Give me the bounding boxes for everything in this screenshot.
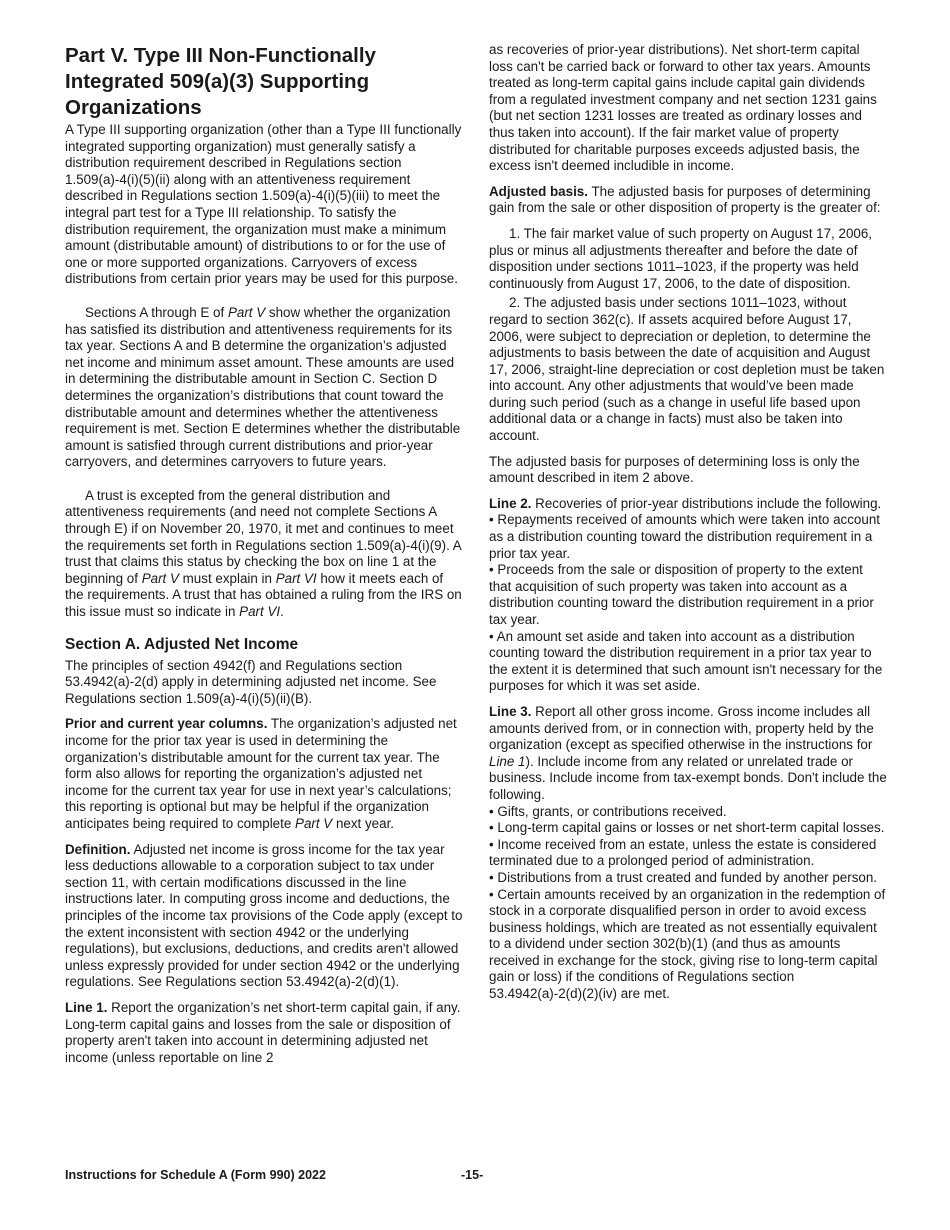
paragraph-lead: Adjusted basis.: [489, 183, 588, 199]
list-item: • Long-term capital gains or losses or net short-term capital losses.: [489, 820, 885, 836]
paragraph-lead: Prior and current year columns.: [65, 716, 268, 732]
adjusted-basis-item-2: 2. The adjusted basis under sections 1011–1023, without regard to section 362(c). If assets acquired before August 17, 2006, were subject to depreciation or depletion, to determine the adjustments to basis between the date of acquisition and August 17, 2006, straight-line depreciation or cost depletion must be taken into account. Any other adjustments that would’ve been made during such period (such as a change in useful life based upon additional data or a change in facts) must also be taken into account.: [489, 295, 885, 444]
part-reference: Part VI: [239, 604, 281, 620]
part-reference: Part V: [141, 570, 179, 586]
line-2-bullet-list: [489, 512, 887, 695]
list-item: • Gifts, grants, or contributions received.: [489, 803, 727, 819]
text-run: A trust is excepted from the general distribution and attentiveness requirements (and need not complete Sections A through E) if on November 20, 1970, it met and continues to meet the requirements set forth in Regulations section 1.509(a)-4(i)(9). A trust that claims this status by checking the box on line 1 at the beginning of: [65, 487, 461, 586]
section-a-title: Section A. Adjusted Net Income: [65, 635, 299, 653]
paragraph-lead: Definition.: [65, 841, 131, 857]
section-a-paragraph: The principles of section 4942(f) and Regulations section 53.4942(a)-2(d) apply in determining adjusted net income. See Regulations section 1.509(a)-4(i)(5)(ii)(B).: [65, 657, 437, 706]
definition-paragraph: [65, 842, 463, 991]
part-title: Part V. Type III Non-Functionally Integrated 509(a)(3) Supporting Organizations: [65, 44, 376, 119]
paragraph-lead: Line 3.: [489, 703, 532, 719]
intro-paragraph-3: [65, 488, 463, 621]
paragraph-lead: Line 1.: [65, 999, 108, 1015]
intro-paragraph-2: [65, 305, 463, 471]
text-run: must explain in: [178, 570, 276, 586]
adjusted-basis-item-1: 1. The fair market value of such property on August 17, 2006, plus or minus all adjustments thereafter and before the date of disposition under sections 1011–1023, if the property was held continuously from August 17, 2006, to the date of disposition.: [489, 225, 873, 291]
list-item: • An amount set aside and taken into account as a distribution counting toward the distribution requirement in a prior tax year to the extent it is determined that such amount isn't necessary for the purposes for which it was set aside.: [489, 628, 883, 694]
text-run: Report all other gross income. Gross income includes all amounts derived from, or in connection with, property held by the organization (except as specified otherwise in the instructions for: [489, 703, 874, 753]
page-number: -15-: [461, 1168, 484, 1182]
text-run: ). Include income from any related or unrelated trade or business. Include income from tax-exempt bonds. Don't include the following.: [489, 753, 887, 802]
line-3-paragraph: [489, 704, 887, 804]
intro-paragraph-1: A Type III supporting organization (other than a Type III functionally integrated supporting organization) must generally satisfy a distribution requirement described in Regulations section 1.509(a)-4(i)(5)(ii) along with an attentiveness requirement described in Regulations section 1.509(a)-4(i)(5)(iii) to meet the integral part test for a Type III relationship. To satisfy the distribution requirement, the organization must make a minimum amount (distributable amount) of distributions to or for the use of one or more supported organizations. Carryovers of excess distributions from certain prior years may be used for this purpose.: [65, 122, 462, 287]
prior-current-columns-paragraph: [65, 716, 463, 832]
left-column: [65, 42, 463, 1075]
list-item: • Proceeds from the sale or disposition of property to the extent that acquisition of such property was taken into account as a distribution counting toward the distribution requirement in a prior tax year.: [489, 562, 874, 627]
text-run: The adjusted basis for purposes of determining gain from the sale or other disposition of property is the greater of:: [489, 183, 881, 216]
part-reference: Part V: [295, 815, 333, 831]
right-column: [489, 42, 887, 1012]
text-run: Adjusted net income is gross income for the tax year less deductions allowable to a corporation subject to tax under section 11, with certain modifications discussed in the line instructions later. In computing gross income and deductions, the principles of the income tax provisions of the Code apply (except to the extent inconsistent with section 4942 or the underlying regulations), but exclusions, deductions, and credits aren't allowed unless expressly provided for under section 4942 or the underlying regulations. See Regulations section 53.4942(a)-2(d)(1).: [65, 841, 463, 990]
text-run: Sections A through E of: [85, 304, 228, 320]
paragraph-lead: Line 2.: [489, 495, 532, 511]
footer-title: Instructions for Schedule A (Form 990) 2022: [65, 1168, 326, 1182]
text-run: Report the organization’s net short-term capital gain, if any. Long-term capital gains and losses from the sale or disposition of property aren't taken into account in determining adjusted net income (unless reportable on line 2: [65, 999, 461, 1065]
list-item: • Distributions from a trust created and funded by another person.: [489, 869, 878, 885]
line-3-bullet-list: [489, 804, 887, 1003]
adjusted-basis-paragraph: [489, 184, 887, 217]
list-item: • Income received from an estate, unless the estate is considered terminated due to a prolonged period of administration.: [489, 836, 877, 869]
line-reference: Line 1: [489, 753, 526, 769]
text-run: The organization’s adjusted net income for the prior tax year is used in determining the organization’s distributable amount for the current tax year. The form also allows for reporting the organization’s adjusted net income for the current tax year for use in next year’s calculations; this reporting is optional but may be helpful if the organization anticipates being required to complete: [65, 716, 457, 831]
text-run: show whether the organization has satisfied its distribution and attentiveness requirements for its tax year. Sections A and B determine the organization’s adjusted net income and minimum asset amount. These amounts are used in determining the distributable amount in Section C. Section D determines the organization’s distributions that count toward the distributable amount and determines whether the attentiveness requirement is met. Section E determines whether the distributable amount is satisfied through current distributions and prior-year carryovers, and determines carryovers to future years.: [65, 304, 461, 470]
line-2-paragraph: [489, 496, 887, 513]
list-item: • Repayments received of amounts which were taken into account as a distribution counting toward the distribution requirement in a prior tax year.: [489, 512, 880, 561]
part-reference: Part V: [227, 304, 266, 320]
loss-basis-paragraph: The adjusted basis for purposes of determining loss is only the amount described in item 2 above.: [489, 453, 860, 486]
part-reference: Part VI: [275, 570, 317, 586]
continuation-paragraph: as recoveries of prior-year distributions). Net short-term capital loss can't be carried back or forward to other tax years. Amounts treated as long-term capital gains include capital gain dividends from a regulated investment company and net section 1231 gains (but net section 1231 losses are treated as ordinary losses and thus taken into account). If the fair market value of property distributed for charitable purposes exceeds adjusted basis, the excess isn't deemed includible in income.: [489, 42, 877, 174]
line-1-paragraph: [65, 1000, 463, 1066]
text-run: .: [280, 604, 284, 620]
text-run: how it meets each of the requirements. A trust that has obtained a ruling from the IRS on this issue must so indicate in: [65, 570, 462, 620]
text-run: Recoveries of prior-year distributions include the following.: [531, 495, 882, 511]
text-run: next year.: [332, 815, 395, 831]
list-item: • Certain amounts received by an organization in the redemption of stock in a corporate disqualified person in order to avoid excess business holdings, which are treated as not essentially equivalent to a dividend under section 302(b)(1) (and thus as amounts received in exchange for the stock, giving rise to long-term capital gain or loss) if the conditions of Regulations section 53.4942(a)-2(d)(2)(iv) are met.: [489, 886, 886, 1002]
